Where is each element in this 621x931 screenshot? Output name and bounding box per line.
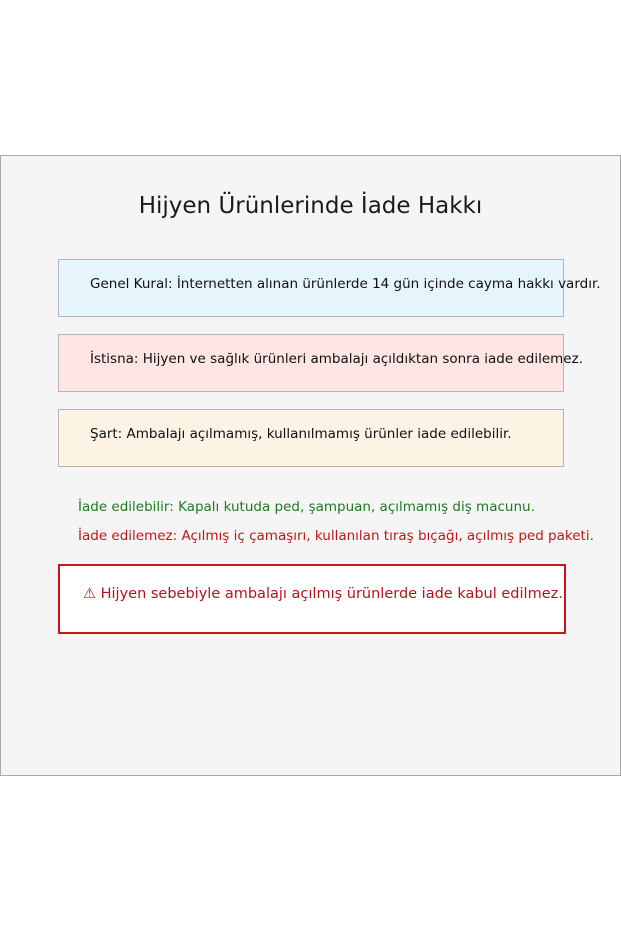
exception-box — [58, 334, 583, 392]
general-rule-text: Genel Kural: İnternetten alınan ürünlerde 14 gün içinde cayma hakkı vardır. — [90, 276, 601, 292]
non-returnable-example: İade edilemez: Açılmış iç çamaşırı, kullanılan tıraş bıçağı, açılmış ped paketi. — [78, 528, 594, 544]
exception-text: İstisna: Hijyen ve sağlık ürünleri ambalajı açıldıktan sonra iade edilemez. — [90, 351, 583, 367]
warning-text: Hijyen sebebiyle ambalajı açılmış ürünlerde iade kabul edilmez. — [100, 586, 563, 602]
page-title: Hijyen Ürünlerinde İade Hakkı — [138, 193, 483, 219]
warning-box — [58, 564, 566, 634]
general-rule-box — [58, 259, 601, 317]
returnable-example: İade edilebilir: Kapalı kutuda ped, şampuan, açılmamış diş macunu. — [78, 499, 535, 515]
warning-line — [83, 586, 563, 602]
condition-box — [58, 409, 564, 467]
condition-text: Şart: Ambalajı açılmamış, kullanılmamış ürünler iade edilebilir. — [90, 426, 512, 442]
warning-icon: ⚠ — [83, 586, 96, 602]
infographic-panel — [0, 155, 621, 776]
